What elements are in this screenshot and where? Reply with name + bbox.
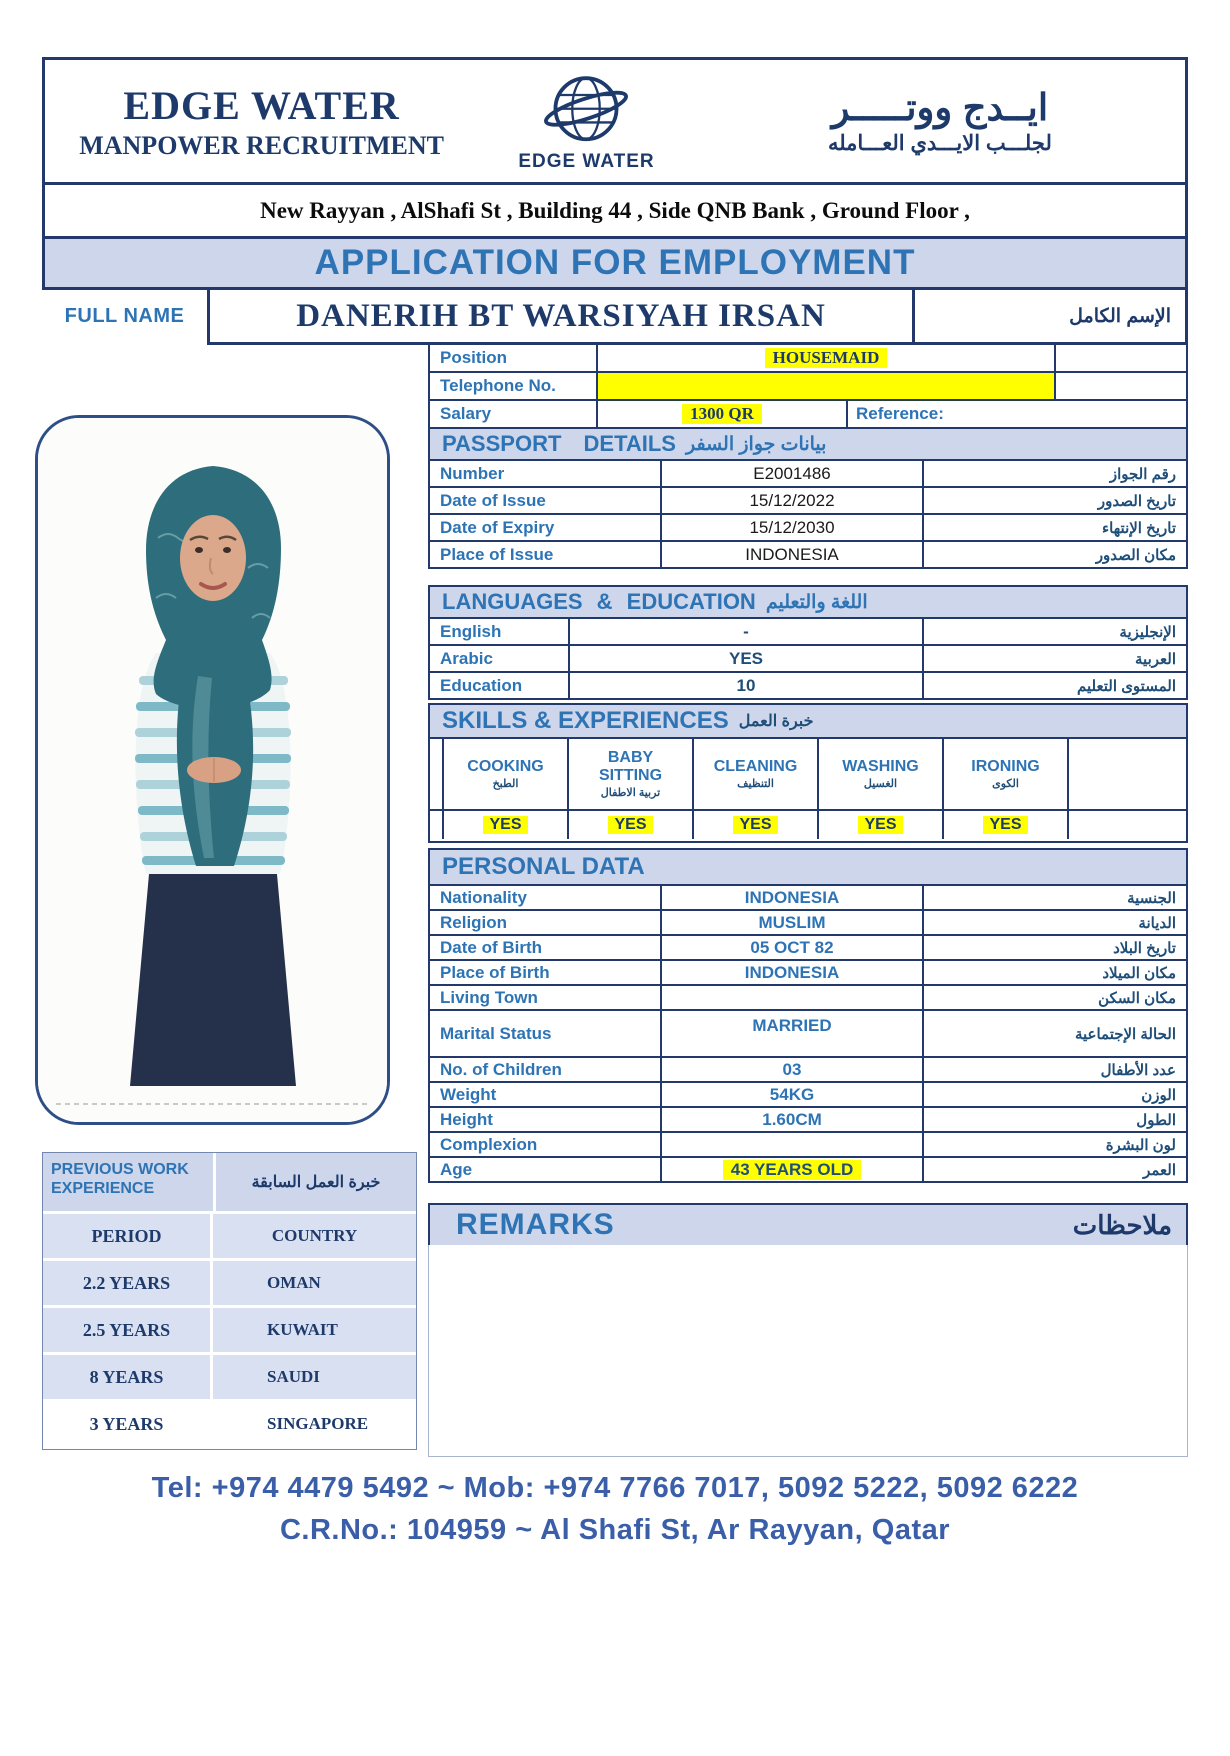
row-value: E2001486 (662, 461, 924, 486)
full-name-value: DANERIH BT WARSIYAH IRSAN (207, 287, 915, 345)
skill-cooking-value-cell (444, 811, 569, 839)
salary-label: Salary (430, 401, 598, 427)
height-row (428, 1106, 1188, 1133)
row-label: Place of Issue (430, 542, 662, 567)
skill-value: YES (608, 816, 652, 834)
telephone-spare-cell (1056, 373, 1186, 399)
languages-section-header (428, 585, 1188, 619)
row-value: INDONESIA (662, 886, 924, 909)
skills-values-row (430, 811, 1186, 839)
period-column-header: PERIOD (43, 1214, 210, 1258)
skill-cooking (444, 739, 569, 809)
skill-washing-value-cell (819, 811, 944, 839)
row-label: Age (430, 1158, 662, 1181)
experience-row (43, 1261, 416, 1305)
row-label: Date of Birth (430, 936, 662, 959)
row-value-cell (662, 1158, 924, 1181)
experience-column-header-row (43, 1214, 416, 1258)
applicant-photo-frame (35, 415, 390, 1125)
country-value: KUWAIT (213, 1308, 416, 1352)
row-label-arabic: تاريخ الصدور (1097, 492, 1176, 510)
company-name-block (45, 82, 478, 161)
row-value: 15/12/2030 (662, 515, 924, 540)
company-name: EDGE WATER (123, 82, 400, 128)
address-bar (42, 182, 1188, 239)
row-label: No. of Children (430, 1058, 662, 1081)
company-subtitle: MANPOWER RECRUITMENT (79, 130, 444, 160)
experience-title-arabic: خبرة العمل السابقة (216, 1153, 416, 1211)
skill-baby-sitting-value-cell (569, 811, 694, 839)
row-label: English (430, 619, 570, 644)
row-label: Height (430, 1108, 662, 1131)
position-row (428, 343, 1188, 373)
nationality-row (428, 884, 1188, 911)
salary-value: 1300 QR (682, 404, 762, 424)
skill-washing (819, 739, 944, 809)
personal-data-section-title: PERSONAL DATA (442, 853, 645, 880)
skill-label-arabic: التنظيف (737, 777, 774, 790)
row-label-arabic: الوزن (1141, 1086, 1176, 1104)
skill-label: CLEANING (713, 758, 798, 776)
skills-section-header (428, 703, 1188, 739)
company-name-arabic: ايــدج ووتـــــر (831, 87, 1049, 128)
skills-table (428, 737, 1188, 843)
row-value: INDONESIA (662, 542, 924, 567)
full-name-label-arabic: الإسم الكامل (912, 287, 1188, 345)
period-value: 8 YEARS (43, 1355, 210, 1399)
skill-value: YES (483, 816, 527, 834)
complexion-row (428, 1131, 1188, 1158)
row-label-arabic: مكان الصدور (1095, 546, 1176, 564)
age-row (428, 1156, 1188, 1183)
page-title-bar (42, 236, 1188, 290)
row-label-arabic: تاريخ البلاد (1113, 939, 1176, 957)
passport-section-header (428, 427, 1188, 461)
skills-header-row (430, 739, 1186, 811)
row-label: Nationality (430, 886, 662, 909)
skills-spacer-cell (430, 739, 444, 809)
remarks-title-arabic: ملاحظات (1072, 1209, 1172, 1240)
experience-title: PREVIOUS WORK EXPERIENCE (43, 1153, 213, 1211)
country-column-header: COUNTRY (213, 1214, 416, 1258)
skill-baby-sitting (569, 739, 694, 809)
row-label-arabic: العربية (1135, 650, 1176, 668)
period-value: 2.2 YEARS (43, 1261, 210, 1305)
row-value (662, 986, 924, 1009)
footer-phone-line: Tel: +974 4479 5492 ~ Mob: +974 7766 7017, 5092 5222, 5092 6222 (151, 1472, 1079, 1504)
skills-section-title-arabic: خبرة العمل (738, 713, 814, 730)
row-label: Education (430, 673, 570, 698)
reference-label: Reference: (856, 404, 944, 423)
telephone-value-cell (598, 373, 1056, 399)
row-label: Weight (430, 1083, 662, 1106)
education-row (428, 671, 1188, 700)
skill-label-arabic: الكوى (992, 777, 1019, 790)
age-value: 43 YEARS OLD (723, 1160, 862, 1180)
row-label-arabic: الديانة (1138, 914, 1176, 932)
row-label-arabic: عدد الأطفال (1100, 1061, 1176, 1079)
row-label-arabic: الطول (1136, 1111, 1176, 1129)
full-name-label: FULL NAME (64, 304, 185, 327)
skill-cleaning-value-cell (694, 811, 819, 839)
passport-place-of-issue-row (428, 540, 1188, 569)
skill-value: YES (733, 816, 777, 834)
remarks-section-header (428, 1203, 1188, 1247)
row-label: Marital Status (430, 1011, 662, 1056)
globe-icon (539, 69, 633, 153)
row-label: Date of Expiry (430, 515, 662, 540)
place-of-birth-row (428, 959, 1188, 986)
experience-row (43, 1355, 416, 1399)
skill-label-arabic: الغسيل (863, 777, 898, 790)
country-value: SAUDI (213, 1355, 416, 1399)
position-value-cell (598, 345, 1056, 371)
experience-header (43, 1153, 416, 1211)
skill-label-arabic: تربية الاطفال (600, 786, 661, 799)
row-value: YES (570, 646, 924, 671)
skills-spare-cell (1069, 739, 1186, 809)
logo-label: EDGE WATER (518, 151, 655, 172)
passport-issue-date-row (428, 486, 1188, 515)
passport-number-row (428, 459, 1188, 488)
row-label-arabic: الحالة الإجتماعية (1074, 1025, 1176, 1043)
address-text: New Rayyan , AlShafi St , Building 44 , Side QNB Bank , Ground Floor , (260, 197, 970, 223)
row-label: Number (430, 461, 662, 486)
experience-row (43, 1402, 416, 1446)
row-value: - (570, 619, 924, 644)
row-label: Religion (430, 911, 662, 934)
company-name-arabic-block (695, 86, 1185, 156)
skill-label: COOKING (467, 758, 544, 776)
row-label-arabic: مكان الميلاد (1102, 964, 1176, 982)
passport-section-title: PASSPORT DETAILS (442, 431, 676, 456)
previous-work-experience (42, 1152, 417, 1450)
period-value: 2.5 YEARS (43, 1308, 210, 1352)
row-label-arabic: الإنجليزية (1119, 623, 1176, 641)
row-label: Date of Issue (430, 488, 662, 513)
weight-row (428, 1081, 1188, 1108)
passport-expiry-date-row (428, 513, 1188, 542)
telephone-row (428, 371, 1188, 401)
skill-ironing-value-cell (944, 811, 1069, 839)
footer-address-line: C.R.No.: 104959 ~ Al Shafi St, Ar Rayyan, Qatar (279, 1514, 951, 1546)
row-label-arabic: المستوى التعليم (1077, 677, 1176, 695)
row-value (662, 1133, 924, 1156)
skill-label: BABY SITTING (598, 749, 663, 784)
skill-label: IRONING (971, 758, 1040, 776)
edge-water-logo (478, 69, 695, 173)
languages-section-title-arabic: اللغة والتعليم (765, 591, 868, 613)
row-value: MUSLIM (662, 911, 924, 934)
row-value: 54KG (662, 1083, 924, 1106)
salary-value-cell (598, 401, 848, 427)
row-value: 1.60CM (662, 1108, 924, 1131)
country-value: SINGAPORE (213, 1402, 416, 1446)
skill-cleaning (694, 739, 819, 809)
skill-ironing (944, 739, 1069, 809)
living-town-row (428, 984, 1188, 1011)
remarks-title: REMARKS (456, 1208, 615, 1241)
row-value: INDONESIA (662, 961, 924, 984)
personal-data-section-header (428, 848, 1188, 886)
position-label: Position (430, 345, 598, 371)
experience-row (43, 1308, 416, 1352)
row-label-arabic: العمر (1143, 1161, 1176, 1179)
remarks-empty-area (428, 1245, 1188, 1457)
skill-value: YES (983, 816, 1027, 834)
row-label-arabic: تاريخ الإنتهاء (1102, 519, 1176, 537)
skill-label-arabic: الطبخ (492, 777, 519, 790)
skill-value: YES (858, 816, 902, 834)
applicant-photo (38, 418, 387, 1122)
position-value: HOUSEMAID (765, 348, 888, 368)
country-value: OMAN (213, 1261, 416, 1305)
salary-row (428, 399, 1188, 429)
position-spare-cell (1056, 345, 1186, 371)
page-title: APPLICATION FOR EMPLOYMENT (314, 243, 916, 282)
row-value: 15/12/2022 (662, 488, 924, 513)
row-label-arabic: رقم الجواز (1109, 465, 1176, 483)
row-label: Arabic (430, 646, 570, 671)
row-label: Living Town (430, 986, 662, 1009)
row-value: MARRIED (662, 1011, 924, 1056)
period-value: 3 YEARS (43, 1402, 210, 1446)
row-label-arabic: مكان السكن (1098, 989, 1176, 1007)
children-row (428, 1056, 1188, 1083)
row-label: Complexion (430, 1133, 662, 1156)
row-value: 10 (570, 673, 924, 698)
row-value: 05 OCT 82 (662, 936, 924, 959)
skills-section-title: SKILLS & EXPERIENCES (442, 707, 729, 734)
company-subtitle-arabic: لجلـــب الايـــدي العـــامله (827, 132, 1052, 155)
row-value: 03 (662, 1058, 924, 1081)
letterhead (42, 57, 1188, 185)
telephone-label: Telephone No. (430, 373, 598, 399)
date-of-birth-row (428, 934, 1188, 961)
marital-status-row (428, 1009, 1188, 1058)
languages-section-title: LANGUAGES & EDUCATION (442, 589, 756, 614)
row-label-arabic: لون البشرة (1105, 1136, 1176, 1154)
row-label-arabic: الجنسية (1127, 889, 1176, 907)
arabic-row (428, 644, 1188, 673)
skill-label: WASHING (842, 758, 919, 776)
religion-row (428, 909, 1188, 936)
skills-spare-cell (1069, 811, 1186, 839)
english-row (428, 617, 1188, 646)
skills-spacer-cell (430, 811, 444, 839)
passport-section-title-arabic: بيانات جواز السفر (685, 433, 827, 455)
row-label: Place of Birth (430, 961, 662, 984)
